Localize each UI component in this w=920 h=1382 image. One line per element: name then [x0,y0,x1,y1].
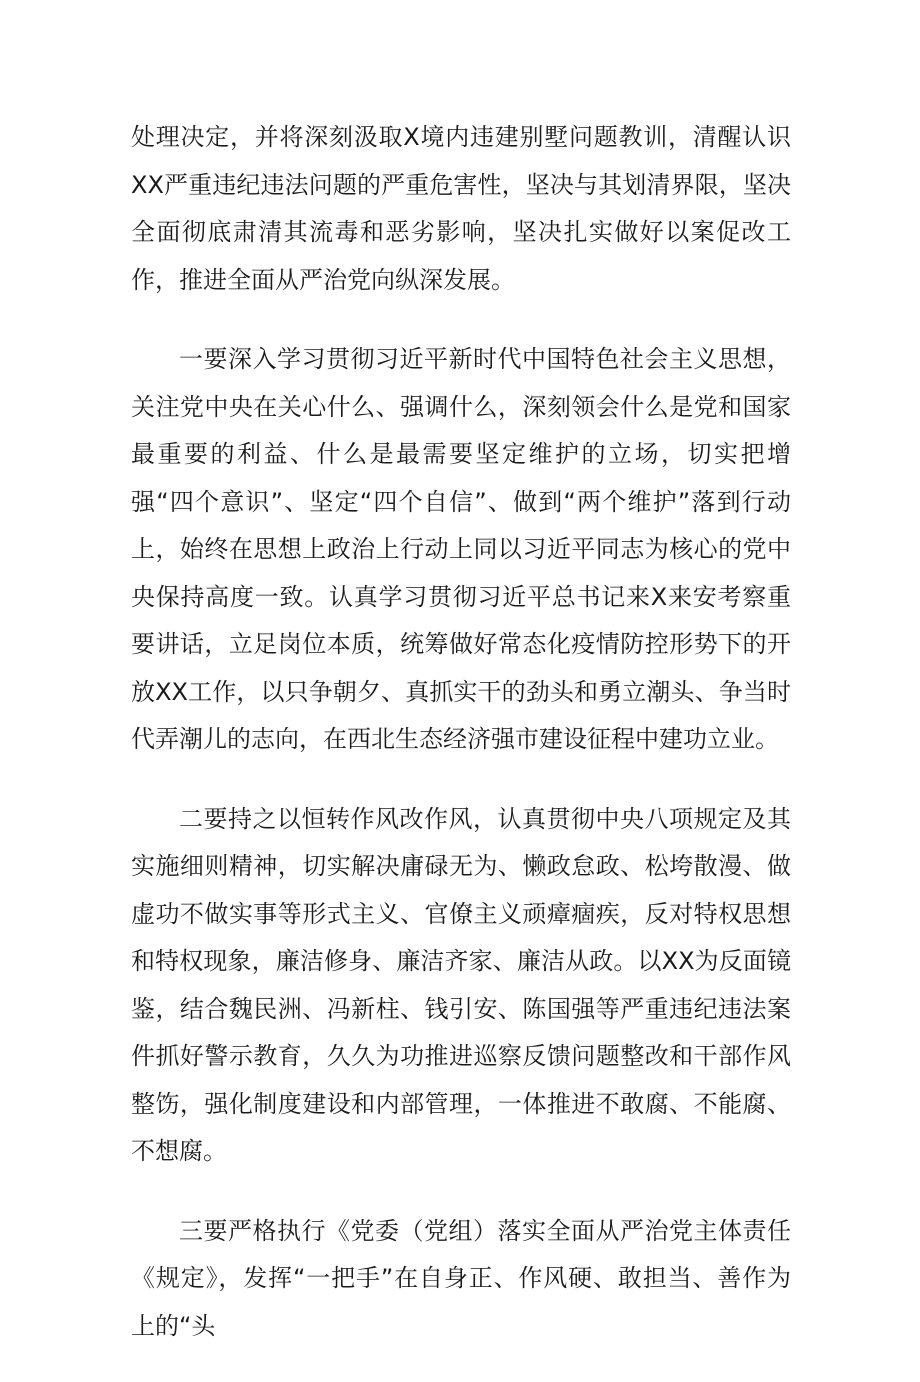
paragraph-work-style: 二要持之以恒转作风改作风，认真贯彻中央八项规定及其实施细则精神，切实解决庸碌无为、懒政怠政、松垮散漫、做虚功不做实事等形式主义、官僚主义顽瘴痼疾，反对特权思想和特权现象，廉洁修身、廉洁齐家、廉洁从政。以XX为反面镜鉴，结合魏民洲、冯新柱、钱引安、陈国强等严重违纪违法案件抓好警示教育，久久为功推进巡察反馈问题整改和干部作风整饬，强化制度建设和内部管理，一体推进不敢腐、不能腐、不想腐。 [131,804,791,1165]
paragraph-responsibility: 三要严格执行《党委（党组）落实全面从严治党主体责任《规定》，发挥“一把手”在自身正、作风硬、敢担当、善作为上的“头 [131,1216,791,1340]
paragraph-continuation: 处理决定，并将深刻汲取X境内违建别墅问题教训，清醒认识XX严重违纪违法问题的严重危害性，坚决与其划清界限，坚决全面彻底肃清其流毒和恶劣影响，坚决扎实做好以案促改工作，推进全面从严治党向纵深发展。 [131,123,791,294]
paragraph-study-thought: 一要深入学习贯彻习近平新时代中国特色社会主义思想，关注党中央在关心什么、强调什么，深刻领会什么是党和国家最重要的利益、什么是最需要坚定维护的立场，切实把增强“四个意识”、坚定“四个自信”、做到“两个维护”落到行动上，始终在思想上政治上行动上同以习近平同志为核心的党中央保持高度一致。认真学习贯彻习近平总书记来X来安考察重要讲话，立足岗位本质，统筹做好常态化疫情防控形势下的开放XX工作，以只争朝夕、真抓实干的劲头和勇立潮头、争当时代弄潮儿的志向，在西北生态经济强市建设征程中建功立业。 [131,345,791,753]
document-body [131,114,791,1382]
